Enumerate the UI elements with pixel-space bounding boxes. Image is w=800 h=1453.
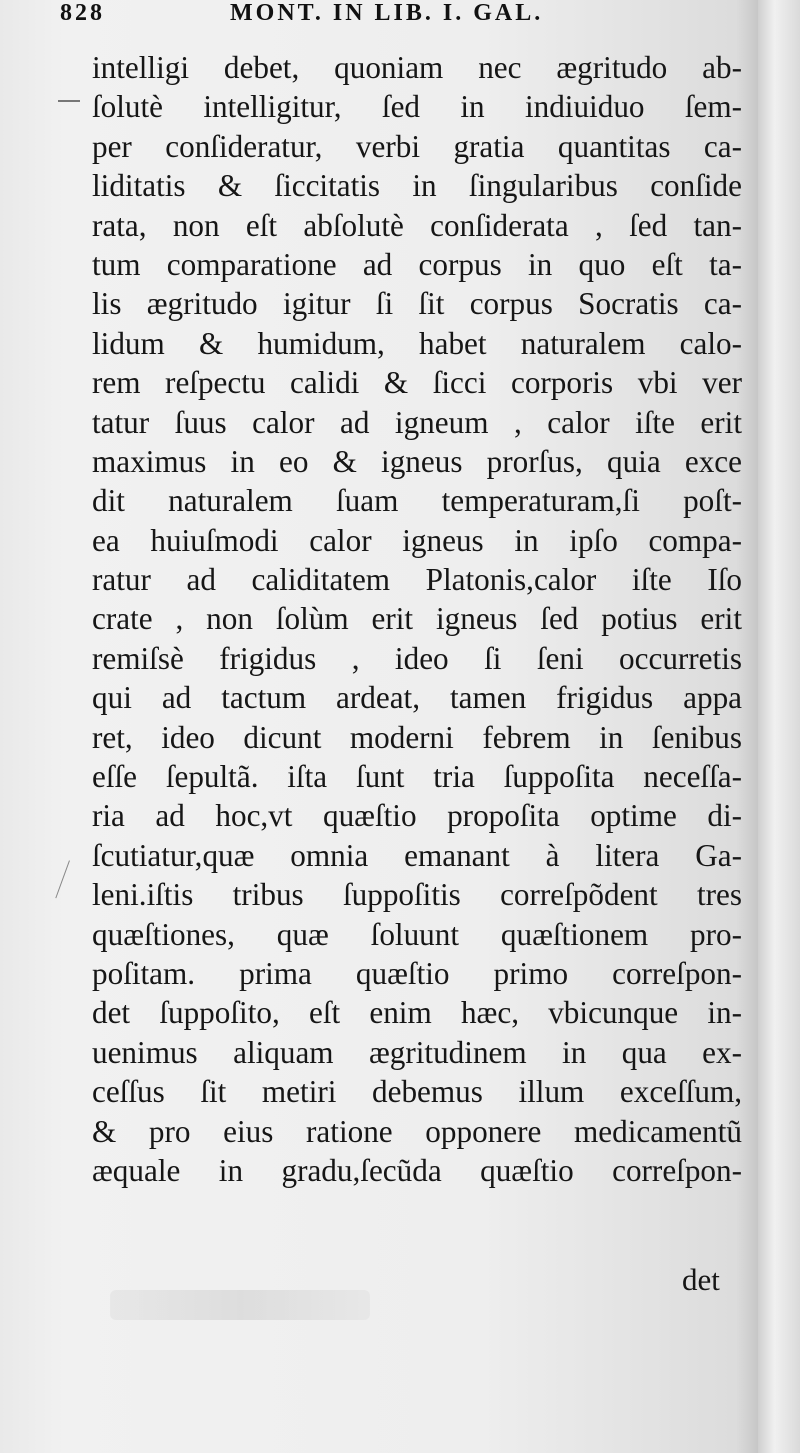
text-line: lis ægritudo igitur ſi ſit corpus Socratis ca- — [92, 286, 742, 322]
body-text — [92, 48, 742, 1190]
text-line: poſitam. prima quæſtio primo correſpon- — [92, 955, 742, 991]
text-line: quæſtiones, quæ ſoluunt quæſtionem pro- — [92, 916, 742, 952]
text-line: liditatis & ſiccitatis in ſingularibus conſide — [92, 168, 742, 204]
text-line: rem reſpectu calidi & ſicci corporis vbi ver — [92, 365, 742, 401]
text-line: remiſsè frigidus , ideo ſi ſeni occurretis — [92, 640, 742, 676]
text-line: rata, non eſt abſolutè conſiderata , ſed tan- — [92, 207, 742, 243]
text-line: ret, ideo dicunt moderni febrem in ſenibus — [92, 719, 742, 755]
text-line: ceſſus ſit metiri debemus illum exceſſum, — [92, 1074, 742, 1110]
running-title: MONT. IN LIB. I. GAL. — [230, 0, 544, 26]
page-gutter — [758, 0, 800, 1453]
text-line: tum comparatione ad corpus in quo eſt ta- — [92, 246, 742, 282]
text-line: tatur ſuus calor ad igneum , calor iſte erit — [92, 404, 742, 440]
margin-mark — [55, 860, 73, 899]
text-line: ſolutè intelligitur, ſed in indiuiduo ſem- — [92, 89, 742, 125]
text-line: & pro eius ratione opponere medicamentũ — [92, 1113, 742, 1149]
text-line: crate , non ſolùm erit igneus ſed potius erit — [92, 601, 742, 637]
text-line: uenimus aliquam ægritudinem in qua ex- — [92, 1034, 742, 1070]
text-line: leni.iſtis tribus ſuppoſitis correſpõdent tres — [92, 877, 742, 913]
text-line: ea huiuſmodi calor igneus in ipſo compa- — [92, 522, 742, 558]
text-line: qui ad tactum ardeat, tamen frigidus appa — [92, 680, 742, 716]
text-line: ratur ad caliditatem Platonis,calor iſte Iſo — [92, 562, 742, 598]
page-header — [60, 0, 740, 30]
show-through-smudge — [110, 1290, 370, 1320]
text-line: maximus in eo & igneus prorſus, quia exce — [92, 443, 742, 479]
text-line: eſſe ſepultã. iſta ſunt tria ſuppoſita neceſſa- — [92, 759, 742, 795]
text-line: intelligi debet, quoniam nec ægritudo ab- — [92, 50, 742, 85]
margin-mark — [58, 100, 80, 102]
text-line: per conſideratur, verbi gratia quantitas ca- — [92, 128, 742, 164]
text-line: ria ad hoc,vt quæſtio propoſita optime di- — [92, 798, 742, 834]
text-line: dit naturalem ſuam temperaturam,ſi poſt- — [92, 483, 742, 519]
text-line: ſcutiatur,quæ omnia emanant à litera Ga- — [92, 837, 742, 873]
text-line: æquale in gradu,ſecũda quæſtio correſpon- — [92, 1152, 742, 1188]
catchword: det — [682, 1262, 720, 1297]
text-line: lidum & humidum, habet naturalem calo- — [92, 325, 742, 361]
text-line: det ſuppoſito, eſt enim hæc, vbicunque in- — [92, 995, 742, 1031]
page-number: 828 — [60, 0, 105, 26]
